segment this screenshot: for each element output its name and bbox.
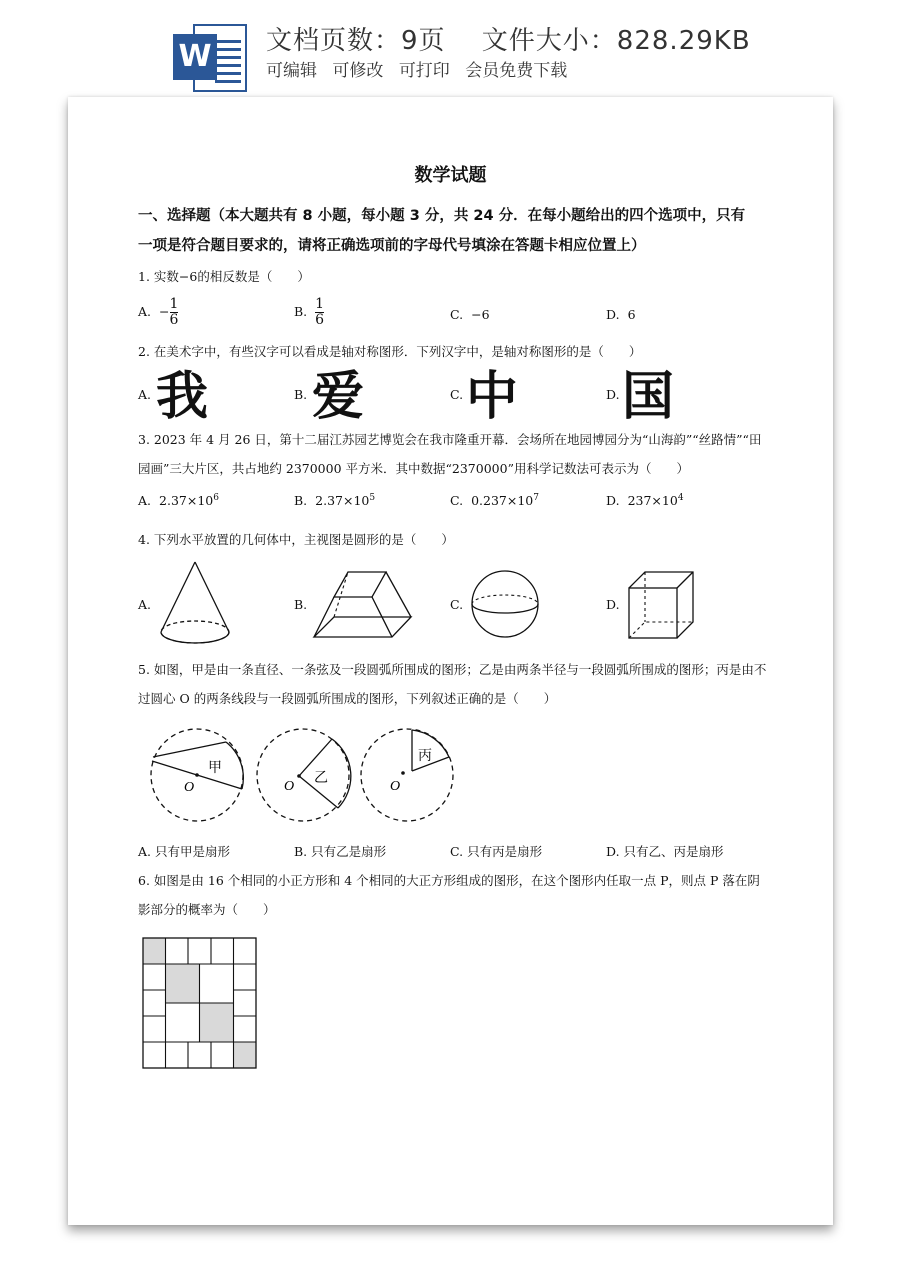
option-value: 6 bbox=[627, 307, 636, 322]
question-2-option-d-label: D. bbox=[606, 387, 620, 402]
option-label: A. bbox=[138, 493, 152, 509]
feature-list bbox=[266, 56, 577, 81]
question-4-option-a-label: A. bbox=[138, 597, 152, 612]
question-4-stem: 4. 下列水平放置的几何体中，主视图是圆形的是（ ） bbox=[138, 532, 454, 547]
option-value: −6 bbox=[471, 307, 490, 322]
question-2-option-b-char: 爱 bbox=[312, 367, 365, 427]
shaded-small-square bbox=[234, 1042, 257, 1068]
question-3-option-b bbox=[294, 493, 375, 508]
option-label: D. bbox=[606, 493, 620, 509]
exponent: 6 bbox=[213, 493, 219, 503]
numerator: 1 bbox=[169, 296, 179, 312]
question-3-stem: 3. 2023 年 4 月 26 日，第十二届江苏园艺博览会在我市隆重开幕．会场所在地园博园分为“山海韵”“丝路情”“田园画”三大片区，共占地约 2370000 平方米．其中数据“2370000”用科学记数法可表示为（ ） bbox=[138, 432, 762, 476]
feature-editable: 可编辑 bbox=[266, 61, 317, 81]
question-3-option-d bbox=[606, 493, 684, 508]
question-2-option-a-char: 我 bbox=[156, 367, 209, 427]
question-1-option-b bbox=[294, 297, 324, 328]
word-document-icon bbox=[171, 20, 251, 96]
shaded-small-square bbox=[143, 938, 166, 964]
question-5-option-c: C. 只有丙是扇形 bbox=[450, 844, 543, 859]
circle-figure-jia bbox=[150, 724, 245, 829]
question-1-option-d bbox=[606, 307, 636, 322]
exponent: 4 bbox=[677, 493, 684, 503]
fraction bbox=[170, 297, 179, 328]
option-value: 2.37×10 bbox=[315, 493, 370, 509]
sphere-figure bbox=[471, 570, 539, 638]
word-letter: W bbox=[173, 34, 217, 80]
question-2-stem: 2. 在美术字中，有些汉字可以看成是轴对称图形．下列汉字中，是轴对称图形的是（ ） bbox=[138, 344, 642, 359]
exponent: 7 bbox=[533, 493, 539, 503]
question-5-option-b: B. 只有乙是扇形 bbox=[294, 844, 387, 859]
center-label-o: O bbox=[390, 779, 401, 794]
document-page bbox=[68, 97, 833, 1225]
feature-member-download: 会员免费下载 bbox=[465, 61, 568, 81]
option-label: C. bbox=[450, 493, 464, 509]
question-3-option-c bbox=[450, 493, 539, 508]
question-5-option-a: A. 只有甲是扇形 bbox=[138, 844, 230, 859]
region-label-yi: 乙 bbox=[314, 770, 328, 786]
cone-figure bbox=[160, 562, 235, 647]
feature-modifiable: 可修改 bbox=[332, 61, 384, 81]
option-label: A. bbox=[138, 304, 152, 319]
question-1-option-a bbox=[138, 297, 178, 328]
question-1-stem: 1. 实数−6的相反数是（ ） bbox=[138, 269, 310, 284]
cube-figure bbox=[627, 570, 697, 640]
option-label: B. bbox=[294, 493, 308, 509]
question-5-stem: 5. 如图，甲是由一条直径、一条弦及一段圆弧所围成的图形；乙是由两条半径与一段圆弧所围成的图形；丙是由不过圆心 O 的两条线段与一段圆弧所围成的图形，下列叙述正确的是（ ） bbox=[138, 662, 767, 706]
page-title: 数学试题 bbox=[414, 165, 487, 186]
question-6-stem: 6. 如图是由 16 个相同的小正方形和 4 个相同的大正方形组成的图形，在这个图形内任取一点 P，则点 P 落在阴影部分的概率为（ ） bbox=[138, 873, 760, 917]
center-label-o: O bbox=[284, 779, 295, 794]
numerator: 1 bbox=[315, 296, 325, 312]
shaded-large-square bbox=[166, 964, 200, 1003]
question-2-option-b-label: B. bbox=[294, 387, 308, 402]
option-value: 237×10 bbox=[627, 493, 678, 509]
header-banner bbox=[0, 0, 900, 100]
question-4-option-b-label: B. bbox=[294, 597, 308, 612]
question-1-option-c bbox=[450, 307, 490, 322]
option-label: C. bbox=[450, 307, 464, 322]
question-2-option-a-label: A. bbox=[138, 387, 152, 402]
file-info-title: 文档页数：9页 文件大小：828.29KB bbox=[266, 26, 751, 56]
option-label: B. bbox=[294, 304, 308, 319]
circle-figure-bing bbox=[360, 724, 455, 829]
question-5-option-d: D. 只有乙、丙是扇形 bbox=[606, 844, 724, 859]
option-label: D. bbox=[606, 307, 620, 322]
question-2-option-c-char: 中 bbox=[466, 367, 519, 427]
denominator: 6 bbox=[169, 312, 179, 328]
region-label-jia: 甲 bbox=[208, 760, 222, 776]
square-grid-figure bbox=[143, 938, 257, 1070]
center-label-o: O bbox=[184, 780, 195, 795]
region-label-bing: 丙 bbox=[418, 748, 432, 764]
shaded-large-square bbox=[200, 1003, 234, 1042]
question-4-option-c-label: C. bbox=[450, 597, 464, 612]
option-sign: − bbox=[159, 304, 170, 319]
option-value: 2.37×10 bbox=[159, 493, 214, 509]
frustum-figure bbox=[314, 572, 414, 637]
circle-figure-yi bbox=[256, 724, 351, 829]
question-2-option-d-char: 国 bbox=[622, 367, 675, 427]
feature-printable: 可打印 bbox=[398, 61, 450, 81]
exponent: 5 bbox=[369, 493, 376, 503]
fraction bbox=[315, 297, 324, 328]
question-3-option-a bbox=[138, 493, 219, 508]
denominator: 6 bbox=[315, 312, 325, 328]
question-4-option-d-label: D. bbox=[606, 597, 620, 612]
section-heading: 一、选择题（本大题共有 8 小题，每小题 3 分，共 24 分．在每小题给出的四个选项中，只有一项是符合题目要求的，请将正确选项前的字母代号填涂在答题卡相应位置上） bbox=[138, 208, 746, 254]
option-value: 0.237×10 bbox=[471, 493, 534, 509]
question-2-option-c-label: C. bbox=[450, 387, 464, 402]
